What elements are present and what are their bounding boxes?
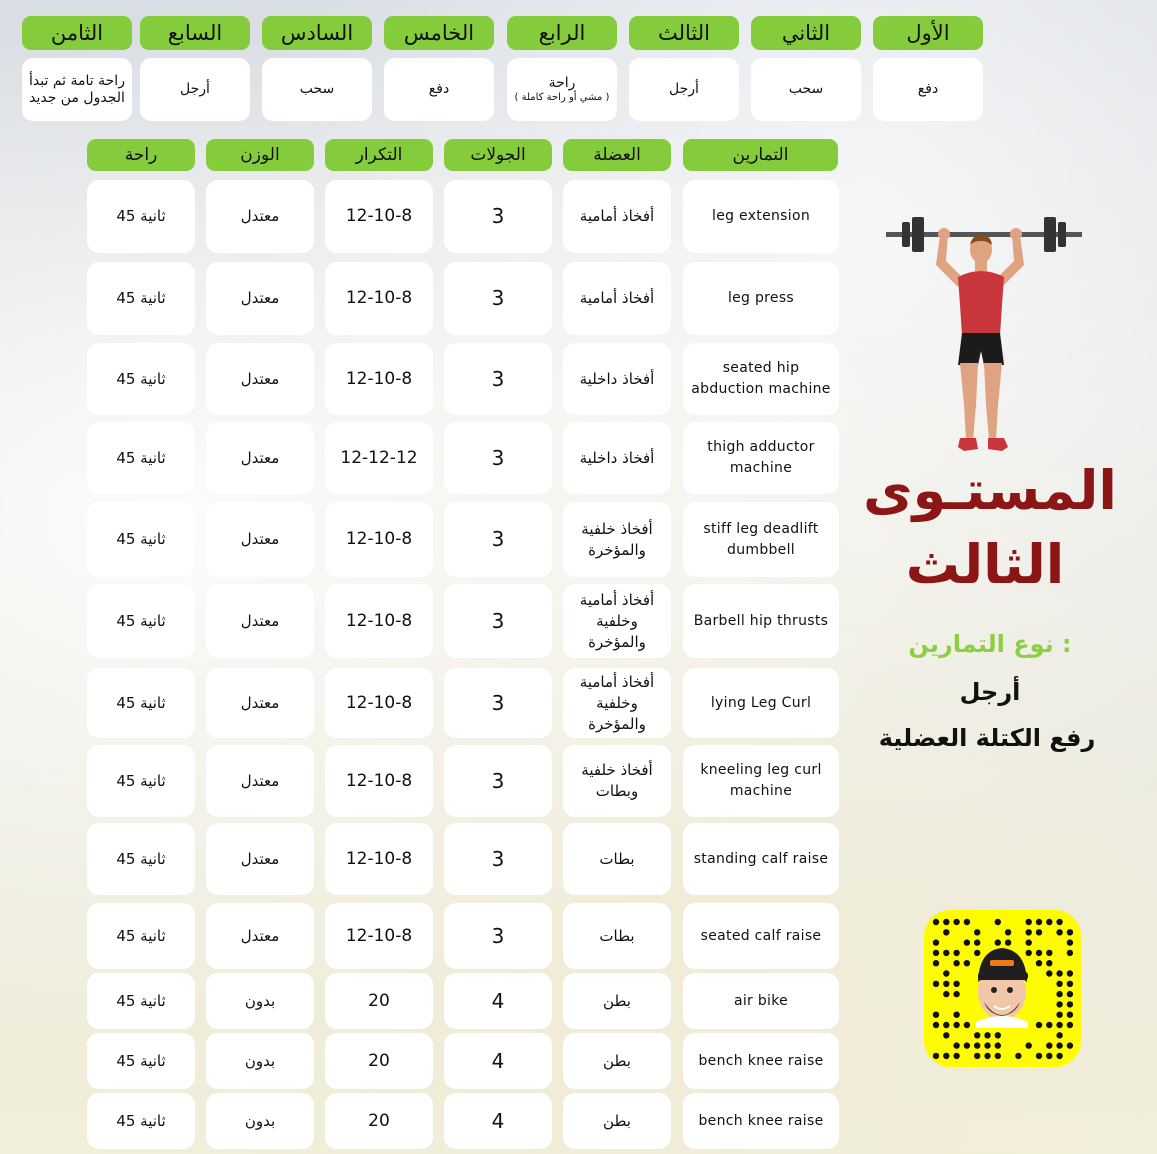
reps-scheme: 12-10-8 [325, 502, 433, 577]
sets-count: 3 [444, 823, 552, 895]
day-activity: سحب [299, 81, 335, 97]
training-goal: رفع الكتلة العضلية [878, 724, 1096, 752]
day-activity: دفع [917, 81, 939, 97]
rest-time: 45 ثانية [87, 584, 195, 658]
day-activity: أرجل [669, 81, 699, 97]
header-exercises: التمارين [683, 139, 838, 171]
reps-scheme: 20 [325, 1093, 433, 1149]
weight-level: بدون [206, 1093, 314, 1149]
day-header: الخامس [384, 16, 494, 50]
level-title-line2: الثالث [905, 533, 1065, 596]
muscle-group: أفخاذ خلفية وبطات [563, 745, 671, 817]
sets-count: 3 [444, 422, 552, 494]
weightlifter-icon [880, 205, 1090, 460]
exercise-name: air bike [683, 973, 839, 1029]
rest-time: 45 ثانية [87, 1033, 195, 1089]
reps-scheme: 12-10-8 [325, 262, 433, 335]
sets-count: 3 [444, 584, 552, 658]
exercise-type-label: نوع التمارين : [908, 630, 1072, 658]
sets-count: 4 [444, 973, 552, 1029]
sets-count: 3 [444, 903, 552, 969]
muscle-group: بطن [563, 1093, 671, 1149]
reps-scheme: 12-10-8 [325, 343, 433, 415]
day-header: السادس [262, 16, 372, 50]
day-activity-cell [384, 58, 494, 121]
rest-time: 45 ثانية [87, 502, 195, 577]
header-weight: الوزن [206, 139, 314, 171]
muscle-group: أفخاذ داخلية [563, 422, 671, 494]
header-sets: الجولات [444, 139, 552, 171]
day-activity-cell [629, 58, 739, 121]
rest-time: 45 ثانية [87, 903, 195, 969]
rest-time: 45 ثانية [87, 422, 195, 494]
rest-time: 45 ثانية [87, 262, 195, 335]
exercise-name: seated calf raise [683, 903, 839, 969]
rest-time: 45 ثانية [87, 1093, 195, 1149]
exercise-name: leg press [683, 262, 839, 335]
sets-count: 3 [444, 180, 552, 253]
rest-time: 45 ثانية [87, 973, 195, 1029]
weight-level: معتدل [206, 502, 314, 577]
weight-level: معتدل [206, 262, 314, 335]
reps-scheme: 12-10-8 [325, 903, 433, 969]
exercise-name: bench knee raise [683, 1033, 839, 1089]
weight-level: معتدل [206, 903, 314, 969]
weight-level: معتدل [206, 180, 314, 253]
weight-level: بدون [206, 1033, 314, 1089]
sets-count: 4 [444, 1093, 552, 1149]
weight-level: معتدل [206, 745, 314, 817]
day-header: الأول [873, 16, 983, 50]
day-header: السابع [140, 16, 250, 50]
day-header: الثاني [751, 16, 861, 50]
weight-level: معتدل [206, 823, 314, 895]
header-reps: التكرار [325, 139, 433, 171]
day-activity-cell [507, 58, 617, 121]
muscle-group: بطات [563, 903, 671, 969]
day-header: الرابع [507, 16, 617, 50]
sets-count: 3 [444, 262, 552, 335]
day-activity-cell [751, 58, 861, 121]
header-muscle: العضلة [563, 139, 671, 171]
day-activity-cell [262, 58, 372, 121]
muscle-group: أفخاذ أمامية وخلفية والمؤخرة [563, 668, 671, 738]
sets-count: 3 [444, 745, 552, 817]
rest-time: 45 ثانية [87, 180, 195, 253]
snapcode-icon [924, 910, 1081, 1067]
day-activity-cell [22, 58, 132, 121]
exercise-name: Barbell hip thrusts [683, 584, 839, 658]
weight-level: معتدل [206, 668, 314, 738]
exercise-name: stiff leg deadlift dumbbell [683, 502, 839, 577]
exercise-name: thigh adductor machine [683, 422, 839, 494]
rest-time: 45 ثانية [87, 823, 195, 895]
muscle-group: أفخاذ أمامية [563, 180, 671, 253]
reps-scheme: 20 [325, 1033, 433, 1089]
day-activity: أرجل [180, 81, 210, 97]
level-title-line1: المستـوى [863, 459, 1117, 522]
exercise-name: lying Leg Curl [683, 668, 839, 738]
sets-count: 3 [444, 668, 552, 738]
muscle-group: أفخاذ أمامية وخلفية والمؤخرة [563, 584, 671, 658]
muscle-group: بطن [563, 973, 671, 1029]
day-activity: راحة تامة ثم تبدأ الجدول من جديد [29, 72, 125, 106]
reps-scheme: 20 [325, 973, 433, 1029]
muscle-group: أفخاذ أمامية [563, 262, 671, 335]
weight-level: معتدل [206, 422, 314, 494]
exercise-name: seated hip abduction machine [683, 343, 839, 415]
reps-scheme: 12-10-8 [325, 668, 433, 738]
muscle-group: أفخاذ خلفية والمؤخرة [563, 502, 671, 577]
day-note: ( مشي أو راحة كاملة ) [514, 92, 610, 103]
muscle-group: بطن [563, 1033, 671, 1089]
exercise-name: bench knee raise [683, 1093, 839, 1149]
weight-level: معتدل [206, 584, 314, 658]
day-header: الثالث [629, 16, 739, 50]
rest-time: 45 ثانية [87, 745, 195, 817]
day-header: الثامن [22, 16, 132, 50]
exercise-name: kneeling leg curl machine [683, 745, 839, 817]
reps-scheme: 12-10-8 [325, 823, 433, 895]
sets-count: 4 [444, 1033, 552, 1089]
exercise-type-value: أرجل [959, 678, 1021, 706]
reps-scheme: 12-10-8 [325, 745, 433, 817]
day-activity: سحب [788, 81, 824, 97]
day-activity: دفع [428, 81, 450, 97]
reps-scheme: 12-12-12 [325, 422, 433, 494]
weight-level: معتدل [206, 343, 314, 415]
exercise-name: leg extension [683, 180, 839, 253]
sets-count: 3 [444, 343, 552, 415]
day-activity-cell [140, 58, 250, 121]
muscle-group: أفخاذ داخلية [563, 343, 671, 415]
muscle-group: بطات [563, 823, 671, 895]
header-rest: راحة [87, 139, 195, 171]
rest-time: 45 ثانية [87, 343, 195, 415]
reps-scheme: 12-10-8 [325, 180, 433, 253]
exercise-name: standing calf raise [683, 823, 839, 895]
sets-count: 3 [444, 502, 552, 577]
day-activity: راحة [548, 75, 576, 91]
reps-scheme: 12-10-8 [325, 584, 433, 658]
day-activity-cell [873, 58, 983, 121]
rest-time: 45 ثانية [87, 668, 195, 738]
weight-level: بدون [206, 973, 314, 1029]
